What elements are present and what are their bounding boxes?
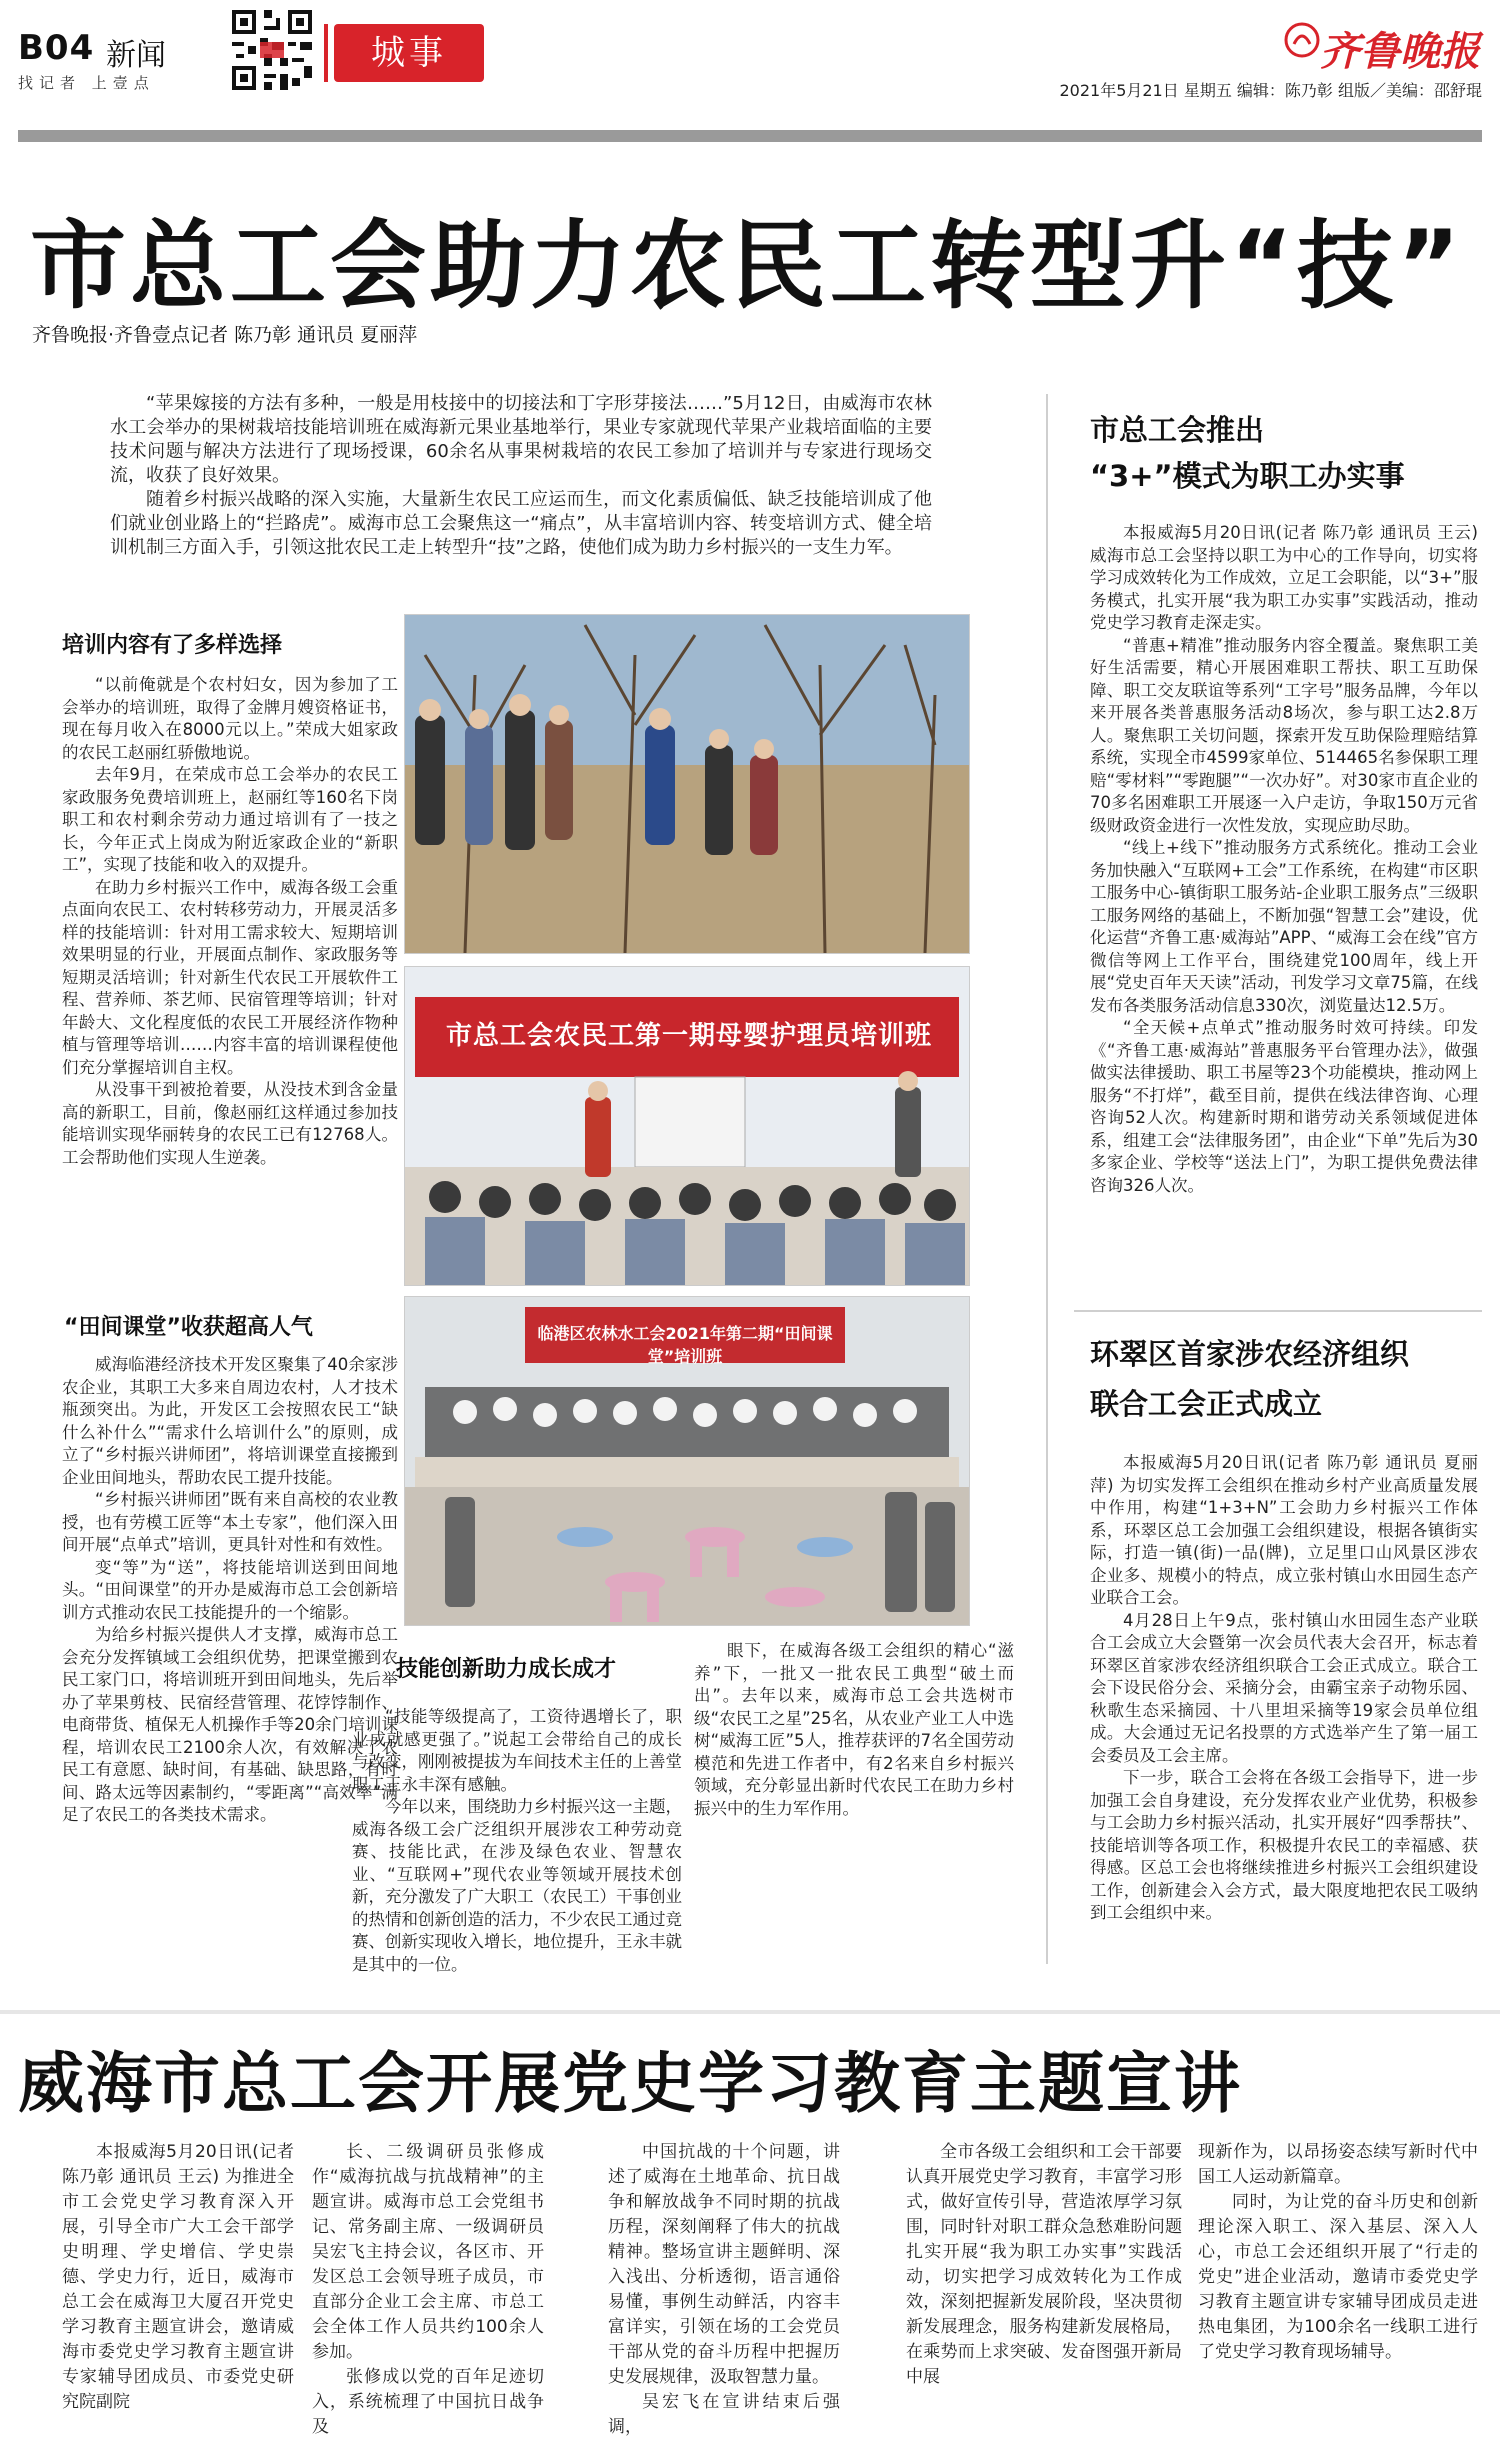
right-article-2-title-line-1: 环翠区首家涉农经济组织 (1090, 1337, 1410, 1371)
paragraph: 本报威海5月20日讯(记者 陈乃彰 通讯员 夏丽萍) 为切实发挥工会组织在推动乡村产业高质量发展中作用，构建“1+3+N”工会助力乡村振兴工作体系，环翠区总工会加强工会组织建设，根据各镇街实际，打造一镇(街)一品(牌)，立足里口山风景区涉农企业多、规模小的特点，成立张村镇山水田园生态产业联合工会。 (1090, 1453, 1478, 1607)
right-divider (1074, 1310, 1482, 1312)
paragraph: “全天候+点单式”推动服务时效可持续。印发《“齐鲁工惠·威海站”普惠服务平台管理办法》，做强做实法律援助、职工书屋等23个功能模块，推动网上服务“不打烊”，截至目前，提供在线法律咨询、心理咨询52人次。构建新时期和谐劳动关系领域促进体系，组建工会“法律服务团”，由企业“下单”先后为30多家企业、学校等“送法上门”，为职工提供免费法律咨询326人次。 (1090, 1018, 1478, 1195)
article-column-1 (62, 674, 398, 1169)
section-name: 新闻 (106, 38, 166, 73)
photo-field-classroom[interactable] (404, 1296, 970, 1626)
paragraph: “普惠+精准”推动服务内容全覆盖。聚焦职工美好生活需要，精心开展困难职工帮扶、职工互助保障、职工交友联谊等系列“工字号”服务品牌，今年以来开展各类普惠服务活动8场次，参与职工达2.8万人。聚焦职工关切问题，探索开发互助保险理赔结算系统，实现全市4599家单位、514465名参保职工理赔“零材料”“零跑腿”“一次办好”。对30家市直企业的70多名困难职工开展逐一入户走访，争取150万元省级财政资金进行一次性发放，实现应助尽助。 (1090, 635, 1478, 835)
header-slogan: 找记者 上壹点 (18, 74, 155, 92)
lead-paragraphs (110, 392, 932, 560)
paragraph: 4月28日上午9点，张村镇山水田园生态产业联合工会成立大会暨第一次会员代表大会召开，标志着环翠区首家涉农经济组织联合工会正式成立。联合工会下设民俗分会、采摘分会，由霸宝亲子动物乐园、秋歌生态采摘园、十八里坦采摘等19家会员单位组成。大会通过无记名投票的方式选举产生了第一届工会委员及工会主席。 (1090, 1610, 1478, 1765)
photo-banner-text: 临港区农林水工会2021年第二期“田间课堂”培训班 (537, 1324, 833, 1366)
section-heading-training: 培训内容有了多样选择 (62, 633, 283, 658)
page-number: B04 (18, 28, 95, 68)
paragraph: 本报威海5月20日讯(记者 陈乃彰 通讯员 王云) 威海市总工会坚持以职工为中心的工作导向，切实将学习成效转化为工作成效，立足工会职能，以“3+”服务模式，扎实开展“我为职工办实事”实践活动，推动党史学习教育走深走实。 (1090, 523, 1478, 632)
section-tag: 城事 (334, 24, 484, 82)
photo-nanny-training-class[interactable] (404, 966, 970, 1286)
bottom-rule (0, 2010, 1500, 2014)
bottom-column-4 (906, 2140, 1182, 2390)
main-headline: 市总工会助力农民工转型升“技” (30, 210, 1465, 322)
right-article-1-body (1090, 522, 1478, 1197)
paragraph: 张修成以党的百年足迹切入，系统梳理了中国抗日战争及 (312, 2367, 544, 2437)
article-column-3 (352, 1706, 682, 1976)
paragraph: “线上+线下”推动服务方式系统化。推动工会业务加快融入“互联网+工会”工作系统，在构建“市区职工服务中心-镇街职工服务站-企业职工服务点”三级职工服务网络的基础上，不断加强“智慧工会”建设，优化运营“齐鲁工惠·威海站”APP、“威海工会在线”官方微信等网上工作平台，围绕建党100周年，线上开展“党史百年天天读”活动，刊发学习文章75篇，在线发布各类服务活动信息330次，浏览量达12.5万。 (1090, 838, 1478, 1015)
paragraph: 从没事干到被抢着要，从没技术到含金量高的新职工，目前，像赵丽红这样通过参加技能培训实现华丽转身的农民工已有12768人。工会帮助他们实现人生逆袭。 (62, 1080, 398, 1167)
paragraph: 今年以来，围绕助力乡村振兴这一主题，威海各级工会广泛组织开展涉农工种劳动竞赛、技能比武，在涉及绿色农业、智慧农业、“互联网+”现代农业等领域开展技术创新，充分激发了广大职工（农民工）干事创业的热情和创新创造的活力，不少农民工通过竞赛、创新实现收入增长，地位提升，王永丰就是其中的一位。 (352, 1797, 682, 1974)
paragraph: 眼下，在威海各级工会组织的精心“滋养”下，一批又一批农民工典型“破土而出”。去年以来，威海市总工会共选树市级“农民工之星”25名，从农业产业工人中选树“威海工匠”5人，推荐获评的7名全国劳动模范和先进工作者中，有2名来自乡村振兴领域，充分彰显出新时代农民工在助力乡村振兴中的生力军作用。 (694, 1641, 1014, 1818)
right-article-2-title-line-2: 联合工会正式成立 (1090, 1387, 1323, 1421)
paragraph: “乡村振兴讲师团”既有来自高校的农业教授，也有劳模工匠等“本土专家”，他们深入田间开展“点单式”培训，更具针对性和有效性。 (62, 1490, 398, 1554)
photo-banner-text: 市总工会农民工第一期母婴护理员培训班 (445, 1021, 932, 1051)
section-heading-innovation: 技能创新助力成长成才 (396, 1657, 617, 1682)
newspaper-logo-icon (1284, 22, 1320, 58)
article-column-4 (694, 1640, 1014, 1820)
lead-paragraph: “苹果嫁接的方法有多种，一般是用枝接中的切接法和丁字形芽接法……”5月12日，由威海市农林水工会举办的果树栽培技能培训班在威海新元果业基地举行，果业专家就现代苹果产业栽培面临的主要技术问题与解决方法进行了现场授课，60余名从事果树栽培的农民工参加了培训并与专家进行现场交流，收获了良好效果。 (110, 393, 932, 486)
paragraph: 中国抗战的十个问题，讲述了威海在土地革命、抗日战争和解放战争不同时期的抗战历程，深刻阐释了伟大的抗战精神。整场宣讲主题鲜明、深入浅出、分析透彻，语言通俗易懂，事例生动鲜活，内容丰富详实，引领在场的工会党员干部从党的奋斗历程中把握历史发展规律，汲取智慧力量。 (608, 2142, 840, 2387)
paragraph: 在助力乡村振兴工作中，威海各级工会重点面向农民工、农村转移劳动力，开展灵活多样的技能培训：针对用工需求较大、短期培训效果明显的行业，开展面点制作、家政服务等短期灵活培训；针对新生代农民工开展软件工程、营养师、茶艺师、民宿管理等培训；针对年龄大、文化程度低的农民工开展经济作物种植与管理等培训……内容丰富的培训课程使他们充分掌握培训自主权。 (62, 877, 398, 1077)
paragraph: 威海临港经济技术开发区聚集了40余家涉农企业，其职工大多来自周边农村，人才技术瓶颈突出。为此，开发区工会按照农民工“缺什么补什么”“需求什么培训什么”的原则，成立了“乡村振兴讲师团”，将培训课堂直接搬到企业田间地头，帮助农民工提升技能。 (62, 1355, 398, 1487)
bottom-column-3 (608, 2140, 840, 2440)
qr-code-icon[interactable] (228, 6, 316, 94)
paragraph: 吴宏飞在宣讲结束后强调， (608, 2392, 840, 2437)
paragraph: 去年9月，在荣成市总工会举办的农民工家政服务免费培训班上，赵丽红等160名下岗职工和农村剩余劳动力通过培训有了一技之长，今年正式上岗成为附近家政企业的“新职工”，实现了技能和收入的双提升。 (62, 765, 398, 874)
header-rule (18, 130, 1482, 142)
dateline: 2021年5月21日 星期五 编辑：陈乃彰 组版／美编：邵舒琨 (1059, 81, 1482, 100)
paragraph: 全市各级工会组织和工会干部要认真开展党史学习教育，丰富学习形式，做好宣传引导，营造浓厚学习氛围，同时针对职工群众急愁难盼问题扎实开展“我为职工办实事”实践活动，切实把学习成效转化为工作成效，深刻把握新发展阶段，坚决贯彻新发展理念，服务构建新发展格局，在乘势而上求突破、发奋图强开新局中展 (906, 2142, 1182, 2387)
right-article-1-title-line-1: 市总工会推出 (1090, 413, 1265, 447)
bottom-headline: 威海市总工会开展党史学习教育主题宣讲 (18, 2045, 1242, 2122)
paragraph: 下一步，联合工会将在各级工会指导下，进一步加强工会自身建设，充分发挥农业产业优势，积极参与工会助力乡村振兴活动，扎实开展好“四季帮扶”、技能培训等各项工作，积极提升农民工的幸福感、获得感。区总工会也将继续推进乡村振兴工会组织建设工作，创新建会入会方式，最大限度地把农民工吸纳到工会组织中来。 (1090, 1768, 1478, 1922)
bottom-column-2 (312, 2140, 544, 2440)
photo-orchard-training[interactable] (404, 614, 970, 954)
bottom-column-1 (62, 2140, 294, 2415)
paragraph: 现新作为，以昂扬姿态续写新时代中国工人运动新篇章。 (1198, 2142, 1478, 2187)
paragraph: “技能等级提高了，工资待遇增长了，职业成就感更强了。”说起工会带给自己的成长与改变，刚刚被提拔为车间技术主任的上善堂职工王永丰深有感触。 (352, 1707, 682, 1794)
paragraph: 本报威海5月20日讯(记者 陈乃彰 通讯员 王云) 为推进全市工会党史学习教育深入开展，引导全市广大工会干部学史明理、学史增信、学史崇德、学史力行，近日，威海市总工会在威海卫大厦召开党史学习教育主题宣讲会，邀请威海市委党史学习教育主题宣讲专家辅导团成员、市委党史研究院副院 (62, 2142, 294, 2412)
right-article-1-title-line-2: “3+”模式为职工办实事 (1090, 459, 1405, 493)
paragraph: 变“等”为“送”，将技能培训送到田间地头。“田间课堂”的开办是威海市总工会创新培训方式推动农民工技能提升的一个缩影。 (62, 1557, 398, 1622)
lead-paragraph: 随着乡村振兴战略的深入实施，大量新生农民工应运而生，而文化素质偏低、缺乏技能培训成了他们就业创业路上的“拦路虎”。威海市总工会聚焦这一“痛点”，从丰富培训内容、转变培训方式、健全培训机制三方面入手，引领这批农民工走上转型升“技”之路，使他们成为助力乡村振兴的一支生力军。 (110, 489, 932, 558)
bottom-column-5 (1198, 2140, 1478, 2365)
right-article-2-body (1090, 1452, 1478, 1925)
article-column-2 (62, 1354, 398, 1827)
main-byline: 齐鲁晚报·齐鲁壹点记者 陈乃彰 通讯员 夏丽萍 (32, 324, 418, 346)
paragraph: 长、二级调研员张修成作“威海抗战与抗战精神”的主题宣讲。威海市总工会党组书记、常务副主席、一级调研员吴宏飞主持会议，各区市、开发区总工会领导班子成员，市直部分企业工会主席、市总工会全体工作人员共约100余人参加。 (312, 2142, 544, 2362)
paragraph: “以前俺就是个农村妇女，因为参加了工会举办的培训班，取得了金牌月嫂资格证书，现在每月收入在8000元以上。”荣成大姐家政的农民工赵丽红骄傲地说。 (62, 675, 398, 762)
newspaper-logo: 齐鲁晚报 (1320, 28, 1480, 75)
section-heading-field-class: “田间课堂”收获超高人气 (64, 1315, 313, 1340)
paragraph: 同时，为让党的奋斗历史和创新理论深入职工、深入基层、深入人心，市总工会还组织开展了“行走的党史”进企业活动，邀请市委党史学习教育主题宣讲专家辅导团成员走进热电集团，为100余名一线职工进行了党史学习教育现场辅导。 (1198, 2192, 1478, 2362)
column-divider (1046, 394, 1048, 1964)
paragraph: 为给乡村振兴提供人才支撑，威海市总工会充分发挥镇域工会组织优势，把课堂搬到农民工家门口，将培训班开到田间地头，先后举办了苹果剪枝、民宿经营管理、花饽饽制作、电商带货、植保无人机操作手等20余门培训课程，培训农民工2100余人次，有效解决了农民工有意愿、缺时间，有基础、缺思路，有时间、路太远等因素制约，“零距离”“高效率”满足了农民工的各类技术需求。 (62, 1625, 398, 1824)
